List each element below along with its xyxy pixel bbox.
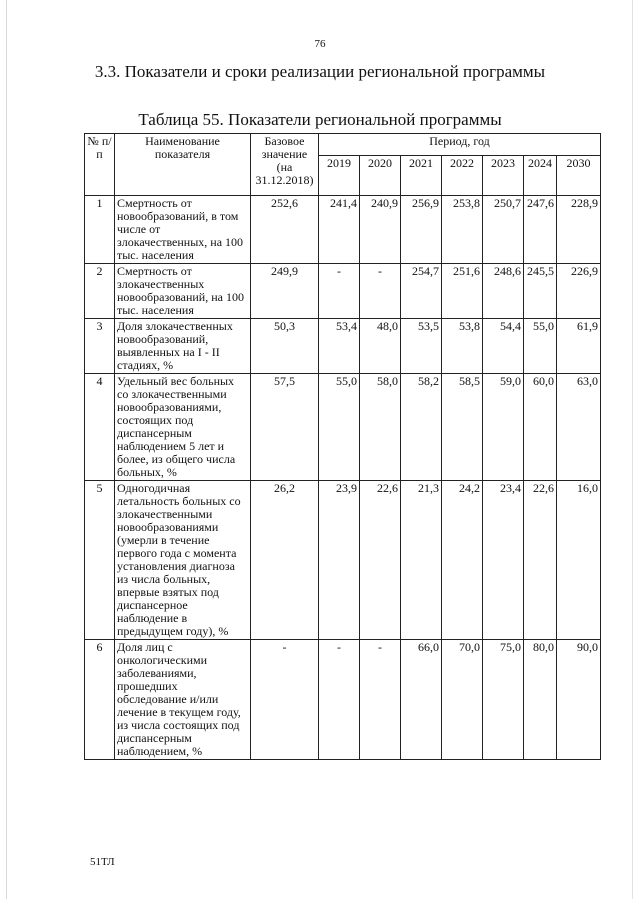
row-value: 248,6 [483,264,524,319]
row-value: - [360,640,401,760]
footer-code: 51ТЛ [90,856,115,868]
row-value: 228,9 [557,196,601,264]
row-value: 256,9 [401,196,442,264]
row-value: 21,3 [401,481,442,640]
header-year: 2019 [319,156,360,196]
table-row [85,264,601,319]
row-value: 48,0 [360,319,401,374]
row-value: 75,0 [483,640,524,760]
row-value: 58,0 [360,374,401,481]
row-num: 1 [85,196,115,264]
row-base: 50,3 [251,319,319,374]
row-base: 249,9 [251,264,319,319]
row-name: Доля злокачественных новообразований, выявленных на I - II стадиях, % [115,319,251,374]
table-row [85,481,601,640]
row-name: Доля лиц с онкологическими заболеваниями, прошедших обследование и/или лечение в текущем году, из числа состоящих под диспансерным наблюдением, % [115,640,251,760]
row-num: 5 [85,481,115,640]
row-base: 57,5 [251,374,319,481]
table-row [85,196,601,264]
row-value: 66,0 [401,640,442,760]
table-caption: Таблица 55. Показатели региональной программы [138,110,502,129]
scan-edge-right [632,0,633,899]
row-value: 53,5 [401,319,442,374]
header-base: Базовое значение (на 31.12.2018) [251,134,319,196]
header-year: 2021 [401,156,442,196]
row-value: 253,8 [442,196,483,264]
scan-edge-left [6,0,7,899]
table-row [85,319,601,374]
row-value: - [319,264,360,319]
table-row [85,640,601,760]
row-value: 23,4 [483,481,524,640]
row-num: 3 [85,319,115,374]
row-value: 250,7 [483,196,524,264]
row-value: 55,0 [319,374,360,481]
header-year: 2024 [524,156,557,196]
row-name: Удельный вес больных со злокачественными новообразованиями, состоящих под диспансерным наблюдением 5 лет и более, из общего числа больных, % [115,374,251,481]
row-num: 2 [85,264,115,319]
row-name: Смертность от новообразований, в том числе от злокачественных, на 100 тыс. населения [115,196,251,264]
row-value: 53,4 [319,319,360,374]
row-value: 24,2 [442,481,483,640]
row-value: 53,8 [442,319,483,374]
row-value: 59,0 [483,374,524,481]
row-value: 58,2 [401,374,442,481]
row-value: 240,9 [360,196,401,264]
row-base: 26,2 [251,481,319,640]
table-row [85,374,601,481]
row-base: 252,6 [251,196,319,264]
header-period: Период, год [319,134,601,156]
row-value: - [319,640,360,760]
row-base: - [251,640,319,760]
header-year: 2022 [442,156,483,196]
row-value: 251,6 [442,264,483,319]
row-name: Одногодичная летальность больных со злокачественными новообразованиями (умерли в течение первого года с момента установления диагноза из числа больных, впервые взятых под диспансерное наблюдение в предыдущем году), % [115,481,251,640]
row-value: 16,0 [557,481,601,640]
row-value: 22,6 [524,481,557,640]
row-value: 55,0 [524,319,557,374]
row-value: 254,7 [401,264,442,319]
section-title: 3.3. Показатели и сроки реализации региональной программы [94,62,546,81]
row-num: 4 [85,374,115,481]
header-year: 2030 [557,156,601,196]
row-value: 245,5 [524,264,557,319]
row-value: 60,0 [524,374,557,481]
row-value: 247,6 [524,196,557,264]
row-value: 90,0 [557,640,601,760]
row-value: 61,9 [557,319,601,374]
indicators-table [84,133,601,760]
row-num: 6 [85,640,115,760]
row-value: 58,5 [442,374,483,481]
row-value: 241,4 [319,196,360,264]
row-value: 63,0 [557,374,601,481]
row-value: 54,4 [483,319,524,374]
row-name: Смертность от злокачественных новообразований, на 100 тыс. населения [115,264,251,319]
page-number: 76 [314,38,326,50]
row-value: 22,6 [360,481,401,640]
row-value: 23,9 [319,481,360,640]
header-name: Наименование показателя [115,134,251,196]
row-value: 80,0 [524,640,557,760]
header-year: 2023 [483,156,524,196]
header-year: 2020 [360,156,401,196]
header-num: № п/п [85,134,115,196]
row-value: 226,9 [557,264,601,319]
row-value: - [360,264,401,319]
row-value: 70,0 [442,640,483,760]
